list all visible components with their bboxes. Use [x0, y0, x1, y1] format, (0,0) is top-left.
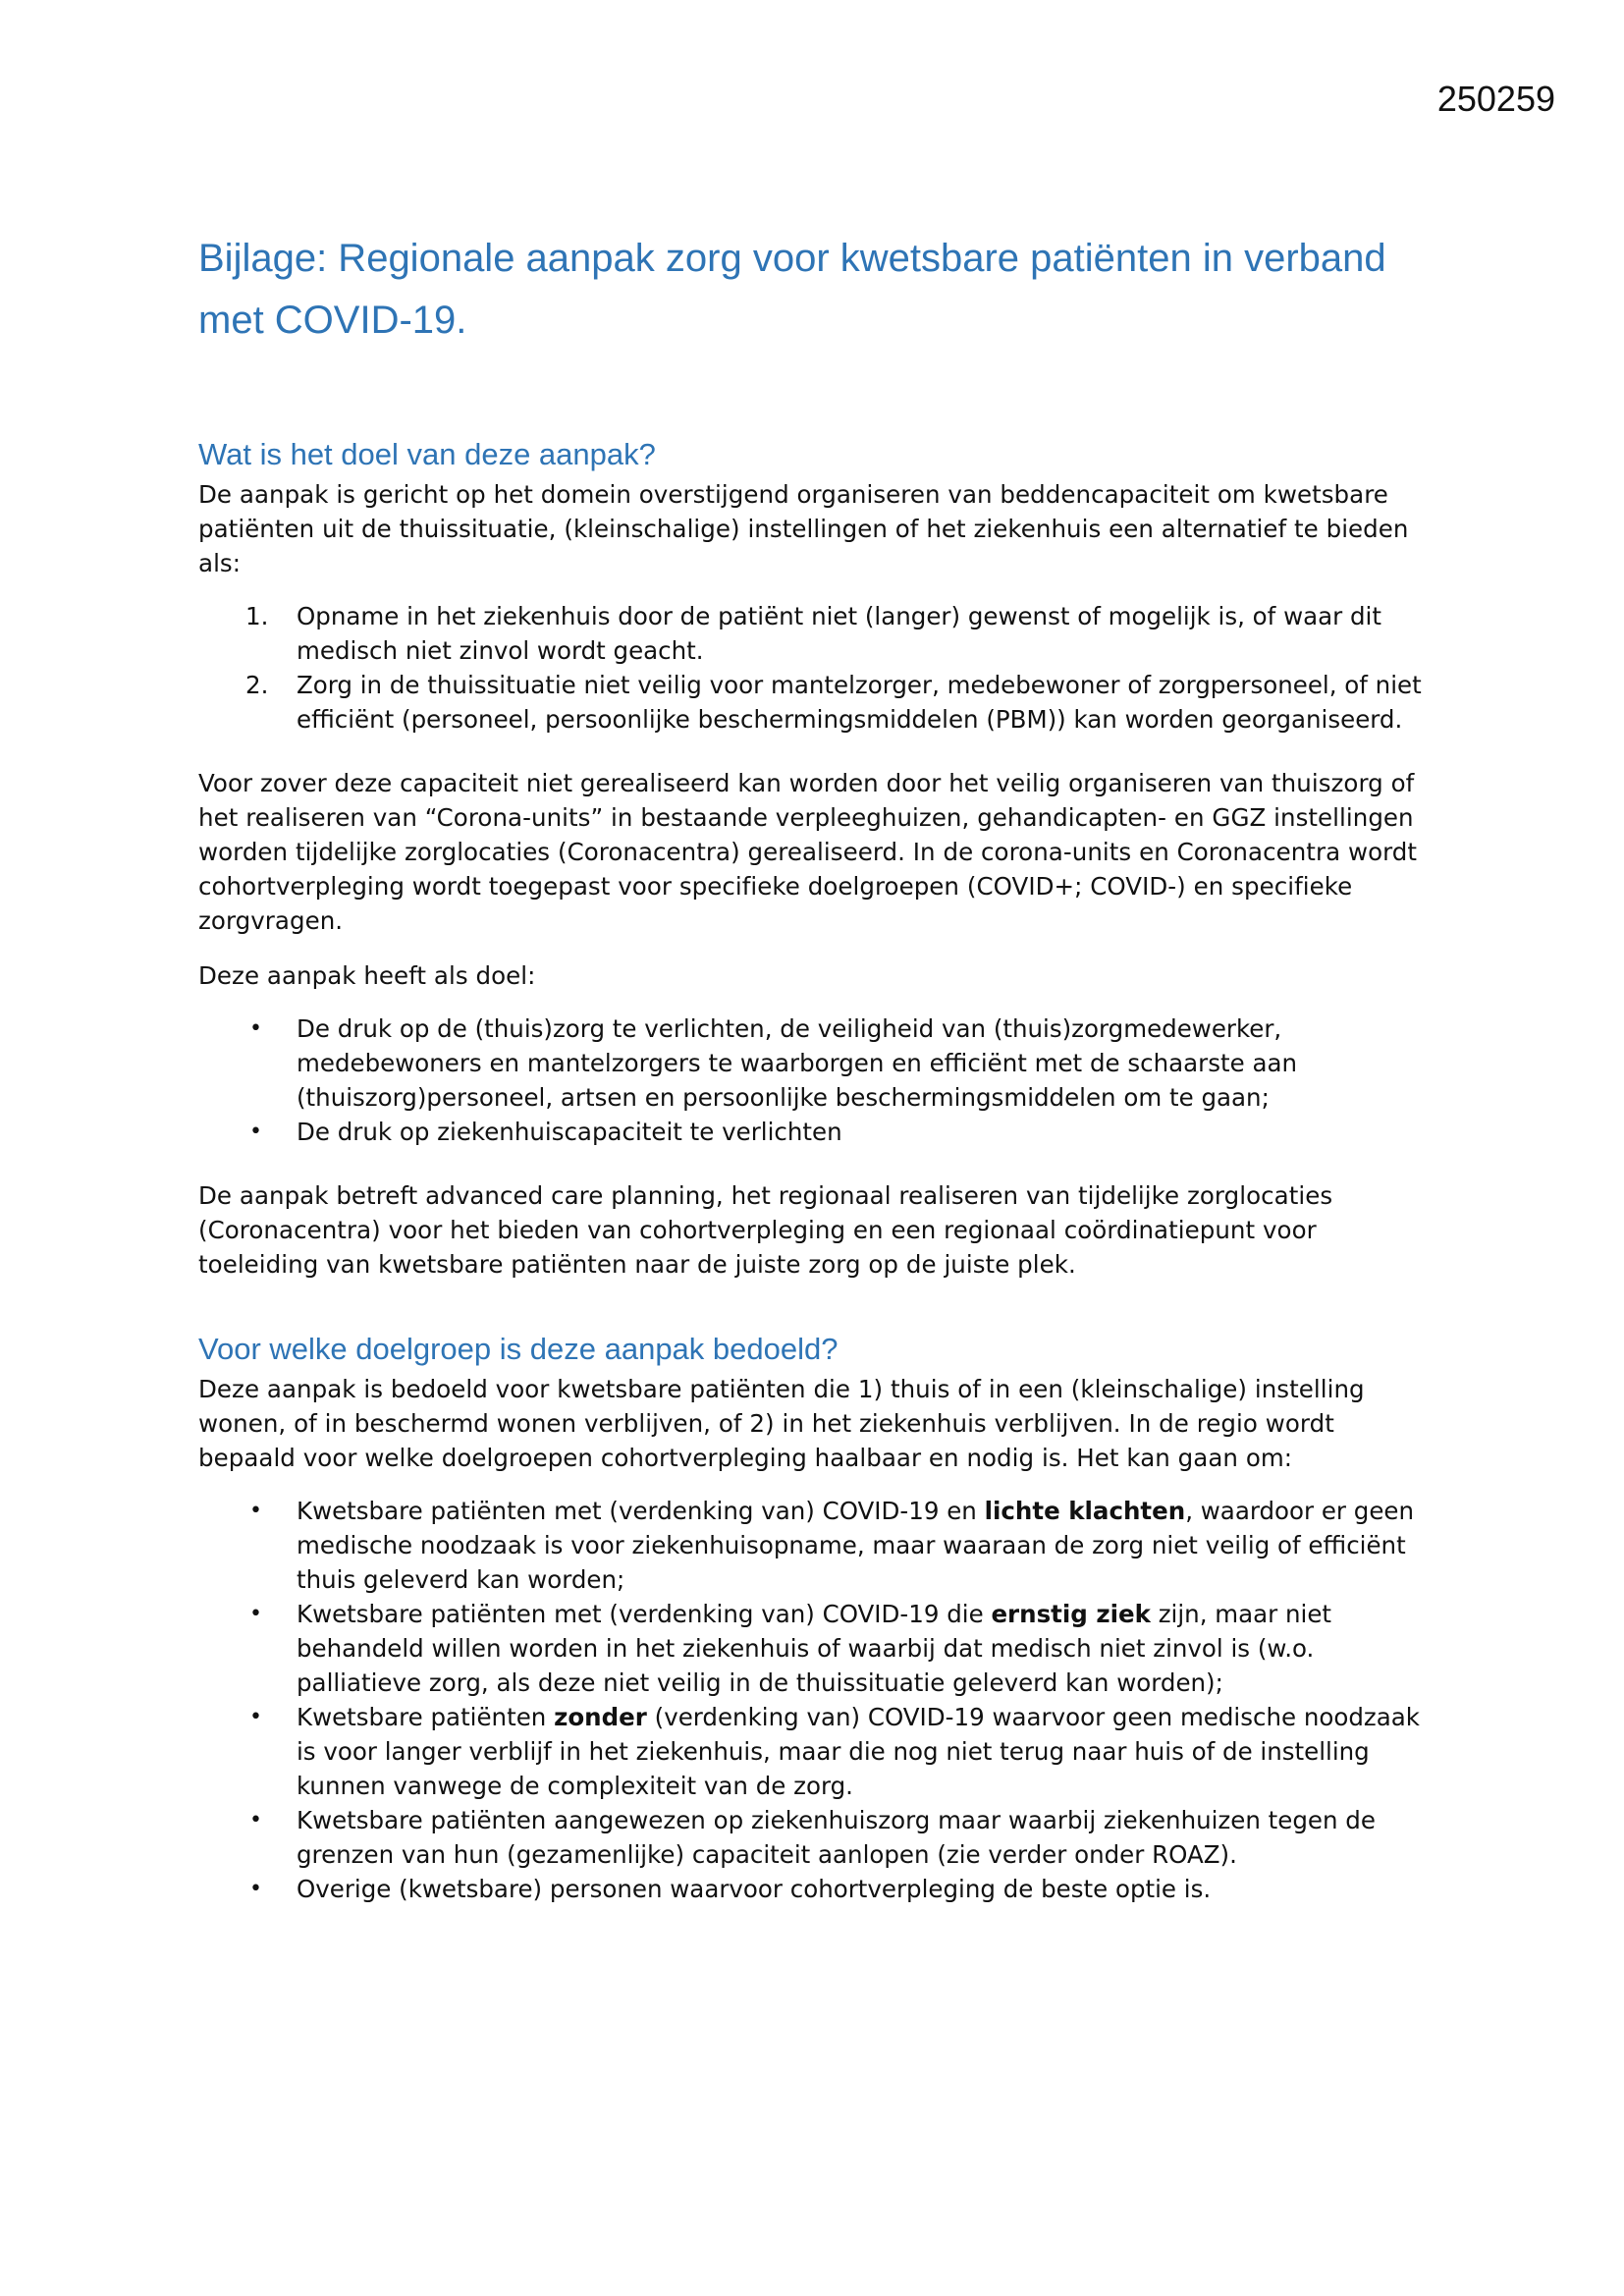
list-item-text: Zorg in de thuissituatie niet veilig voor mantelzorger, medebewoner of zorgpersoneel, of niet efficiënt (personeel, persoonlijke beschermingsmiddelen (PBM)) kan worden georganiseerd.	[297, 671, 1422, 734]
document-number: 250259	[1436, 79, 1555, 119]
bullet-list	[198, 1011, 1435, 1149]
list-item	[198, 1700, 1435, 1803]
list-item-emphasis: ernstig ziek	[991, 1600, 1151, 1628]
list-item-text: De druk op de (thuis)zorg te verlichten, de veiligheid van (thuis)zorgmedewerker, medebewoners en mantelzorgers te waarborgen en efficiënt met de schaarste aan (thuiszorg)personeel, artsen en persoonlijke beschermingsmiddelen om te gaan;	[297, 1014, 1298, 1112]
list-number: 2.	[245, 671, 269, 699]
bullet-icon: •	[249, 1808, 262, 1832]
list-item	[198, 1872, 1435, 1906]
list-item-text: (verdenking van) COVID-19 waarvoor geen medische noodzaak is voor langer verblijf in het ziekenhuis, maar die nog niet terug naar huis of de instelling kunnen vanwege de complexiteit van de zorg.	[297, 1703, 1420, 1800]
list-item-text: Kwetsbare patiënten aangewezen op ziekenhuiszorg maar waarbij ziekenhuizen tegen de grenzen van hun (gezamenlijke) capaciteit aanlopen (zie verder onder ROAZ).	[297, 1806, 1376, 1869]
list-item-text: Kwetsbare patiënten met (verdenking van) COVID-19 en	[297, 1497, 985, 1525]
section-heading-doelgroep: Voor welke doelgroep is deze aanpak bedoeld?	[198, 1332, 839, 1366]
list-item-text: Opname in het ziekenhuis door de patiënt niet (langer) gewenst of mogelijk is, of waar dit medisch niet zinvol wordt geacht.	[297, 602, 1381, 665]
list-item-text: zijn, maar niet behandeld willen worden in het ziekenhuis of waarbij dat medisch niet zinvol is (w.o. palliatieve zorg, als deze niet veilig in de thuissituatie geleverd kan worden);	[297, 1600, 1332, 1697]
bullet-icon: •	[249, 1877, 262, 1901]
section-heading-doel: Wat is het doel van deze aanpak?	[198, 437, 656, 471]
list-item	[198, 668, 1435, 737]
bullet-list	[198, 1494, 1435, 1906]
bullet-icon: •	[249, 1499, 262, 1523]
bullet-icon: •	[249, 1016, 262, 1041]
bullet-icon: •	[249, 1120, 262, 1144]
section1-paragraph-capaciteit: Voor zover deze capaciteit niet gerealiseerd kan worden door het veilig organiseren van thuiszorg of het realiseren van “Corona-units” in bestaande verpleeghuizen, gehandicapten- en GGZ instellingen worden tijdelijke zorglocaties (Coronacentra) gerealiseerd. In de corona-units en Coronacentra wordt cohortverpleging wordt toegepast voor specifieke doelgroepen (COVID+; COVID-) en specifieke zorgvragen.	[198, 769, 1418, 935]
section1-intro: De aanpak is gericht op het domein overstijgend organiseren van beddencapaciteit om kwetsbare patiënten uit de thuissituatie, (kleinschalige) instellingen of het ziekenhuis een alternatief te bieden als:	[198, 480, 1409, 577]
section1-paragraph-betreft: De aanpak betreft advanced care planning, het regionaal realiseren van tijdelijke zorglocaties (Coronacentra) voor het bieden van cohortverpleging en een regionaal coördinatiepunt voor toeleiding van kwetsbare patiënten naar de juiste zorg op de juiste plek.	[198, 1181, 1333, 1279]
document-title: Bijlage: Regionale aanpak zorg voor kwetsbare patiënten in verband met COVID-19.	[198, 237, 1386, 342]
section1-paragraph-doel: Deze aanpak heeft als doel:	[198, 961, 536, 990]
document-body	[198, 228, 1435, 1906]
bullet-icon: •	[249, 1602, 262, 1626]
bullet-icon: •	[249, 1705, 262, 1729]
numbered-list	[198, 599, 1435, 737]
list-item	[198, 599, 1435, 668]
list-item	[198, 1115, 1435, 1149]
list-item-text: , waardoor er geen medische noodzaak is voor ziekenhuisopname, maar waaraan de zorg niet veilig of efficiënt thuis geleverd kan worden;	[297, 1497, 1415, 1594]
list-item-emphasis: zonder	[554, 1703, 647, 1731]
section2-intro: Deze aanpak is bedoeld voor kwetsbare patiënten die 1) thuis of in een (kleinschalige) instelling wonen, of in beschermd wonen verblijven, of 2) in het ziekenhuis verblijven. In de regio wordt bepaald voor welke doelgroepen cohortverpleging haalbaar en nodig is. Het kan gaan om:	[198, 1375, 1365, 1472]
list-item-text: Overige (kwetsbare) personen waarvoor cohortverpleging de beste optie is.	[297, 1875, 1212, 1903]
list-item	[198, 1597, 1435, 1700]
list-item-text: Kwetsbare patiënten	[297, 1703, 555, 1731]
list-item-emphasis: lichte klachten	[984, 1497, 1186, 1525]
list-item	[198, 1494, 1435, 1597]
list-number: 1.	[245, 602, 269, 630]
list-item-text: De druk op ziekenhuiscapaciteit te verlichten	[297, 1118, 842, 1146]
list-item	[198, 1803, 1435, 1872]
list-item-text: Kwetsbare patiënten met (verdenking van) COVID-19 die	[297, 1600, 992, 1628]
list-item	[198, 1011, 1435, 1115]
